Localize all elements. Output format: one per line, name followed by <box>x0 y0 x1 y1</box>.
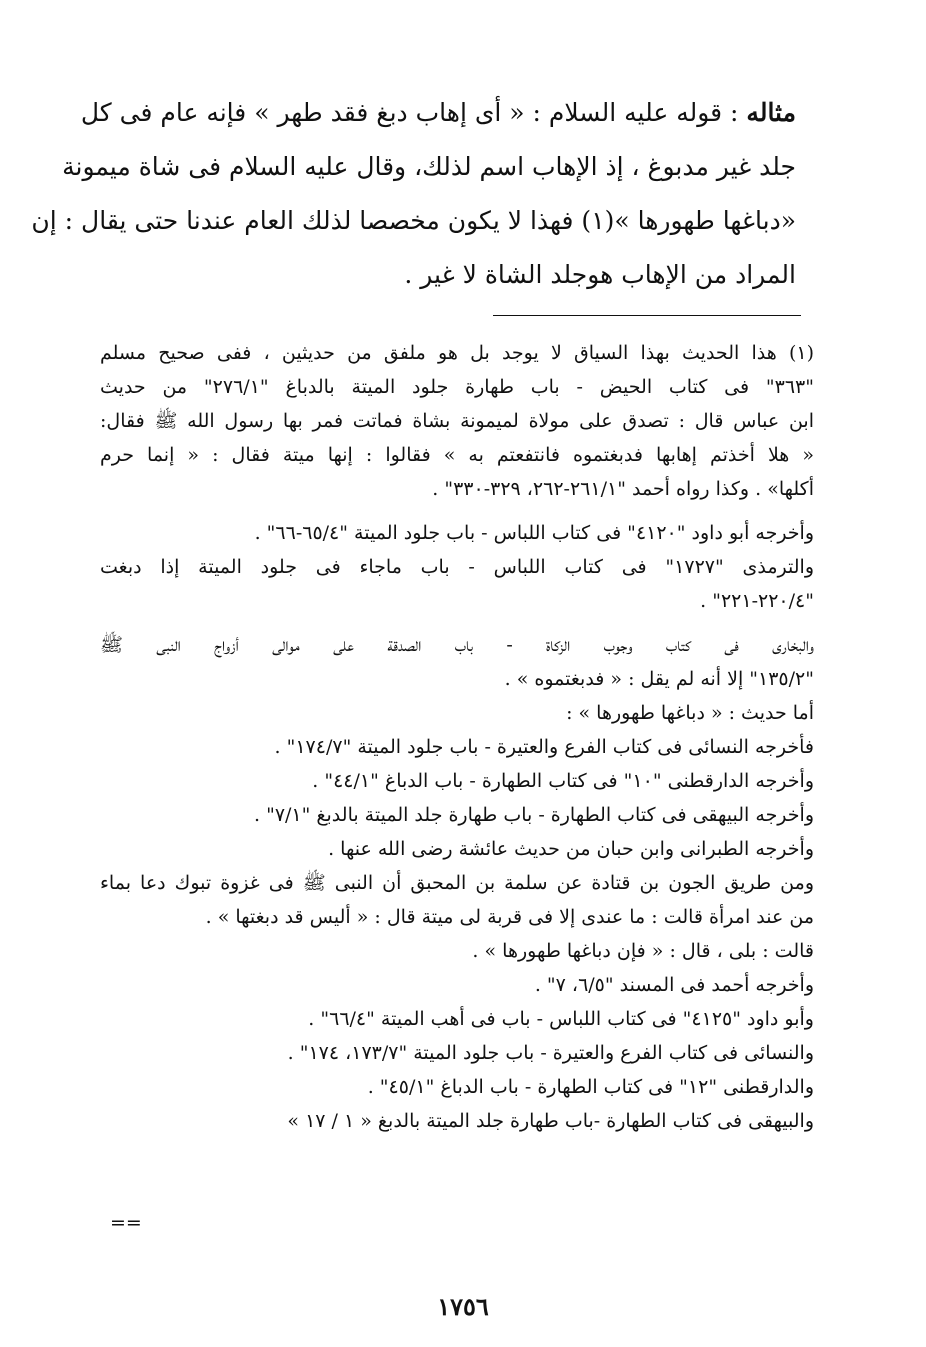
footnote-line: أكلها» . وكذا رواه أحمد "٢٦١/١-٢٦٢، ٣٢٩-٣٣٠" . <box>432 478 814 500</box>
main-line: المراد من الإهاب هوجلد الشاة لا غير . <box>404 260 796 289</box>
footnote-line: ومن طريق الجون بن قتادة عن سلمة بن المحبق أن النبى ﷺ فى غزوة تبوك دعا بماء <box>100 872 814 894</box>
footnote-line: (١) هذا الحديث بهذا السياق لا يوجد بل هو ملفق من حديثين ، ففى صحيح مسلم <box>100 342 814 364</box>
footnote-line: وأبو داود "٤١٢٥" فى كتاب اللباس - باب فى أهب الميتة "٦٦/٤" . <box>308 1008 814 1030</box>
footnotes <box>100 336 814 1138</box>
main-line-text: : قوله عليه السلام : « أى إهاب دبغ فقد طهر » فإنه عام فى كل <box>80 98 747 127</box>
footnote-line: والترمذى "١٧٢٧" فى كتاب اللباس - باب ماجاء فى جلود الميتة إذا دبغت <box>100 556 815 578</box>
main-line <box>80 86 796 140</box>
footnote-line: قالت : بلى ، قال : « فإن دباغها طهورها » . <box>472 940 814 962</box>
footnote-line: وأخرجه الطبرانى وابن حبان من حديث عائشة رضى الله عنها . <box>328 838 814 860</box>
footnote-line: وأخرجه الدارقطنى "١٠" فى كتاب الطهارة - باب الدباغ "٤٤/١" . <box>312 770 814 792</box>
main-text <box>31 86 796 302</box>
footnote-line: وأخرجه أبو داود "٤١٢٠" فى كتاب اللباس - باب جلود الميتة "٦٥/٤-٦٦" . <box>254 522 814 544</box>
page-number: ١٧٥٦ <box>437 1292 489 1321</box>
footnote-line: "١٣٥/٢" إلا أنه لم يقل : « فدبغتموه » . <box>504 668 814 690</box>
footnote-line: أما حديث : « دباغها طهورها » : <box>566 702 814 724</box>
footnote-line: وأخرجه البيهقى فى كتاب الطهارة - باب طهارة جلد الميتة بالدبغ "٧/١" . <box>253 804 814 826</box>
footnote-line: والنسائى فى كتاب الفرع والعتيرة - باب جلود الميتة "١٧٣/٧، ١٧٤" . <box>287 1042 814 1064</box>
footnote-line: "٣٦٣" فى كتاب الحيض - باب طهارة جلود الميتة بالدباغ "٢٧٦/١" من حديث <box>100 376 815 398</box>
footnote-line: والبيهقى فى كتاب الطهارة -باب طهارة جلد الميتة بالدبغ « ١ / ١٧ » <box>287 1110 814 1132</box>
main-line: «دباغها طهورها »(١) فهذا لا يكون مخصصا لذلك العام عندنا حتى يقال : إن <box>31 206 796 235</box>
footnote-line: ابن عباس قال : تصدق على مولاة لميمونة بشاة فماتت فمر بها رسول الله ﷺ فقال: <box>100 410 814 432</box>
footnote-line: من عند امرأة قالت : ما عندى إلا فى قربة لى ميتة قال : « أليس قد دبغتها » . <box>205 906 814 928</box>
footnote-line: والبخارى فى كتاب وجوب الزكاة - باب الصدقة على موالى أزواج النبى ﷺ <box>100 634 814 656</box>
example-label: مثاله <box>746 98 796 127</box>
continuation-mark: == <box>110 1212 142 1234</box>
footnote-line: "٢٢٠/٤-٢٢١" . <box>700 590 814 612</box>
main-line: جلد غير مدبوغ ، إذ الإهاب اسم لذلك، وقال عليه السلام فى شاة ميمونة <box>62 152 796 181</box>
footnote-line: « هلا أخذتم إهابها فدبغتموه فانتفعتم به » فقالوا : إنها ميتة فقال : « إنما حرم <box>100 444 814 466</box>
footnote-line: والدارقطنى "١٢" فى كتاب الطهارة - باب الدباغ "٤٥/١" . <box>367 1076 814 1098</box>
footnote-line: فأخرجه النسائى فى كتاب الفرع والعتيرة - باب جلود الميتة "١٧٤/٧" . <box>274 736 814 758</box>
footnote-separator <box>493 315 801 316</box>
footnote-line: وأخرجه أحمد فى المسند "٦/٥، ٧" . <box>534 974 814 996</box>
